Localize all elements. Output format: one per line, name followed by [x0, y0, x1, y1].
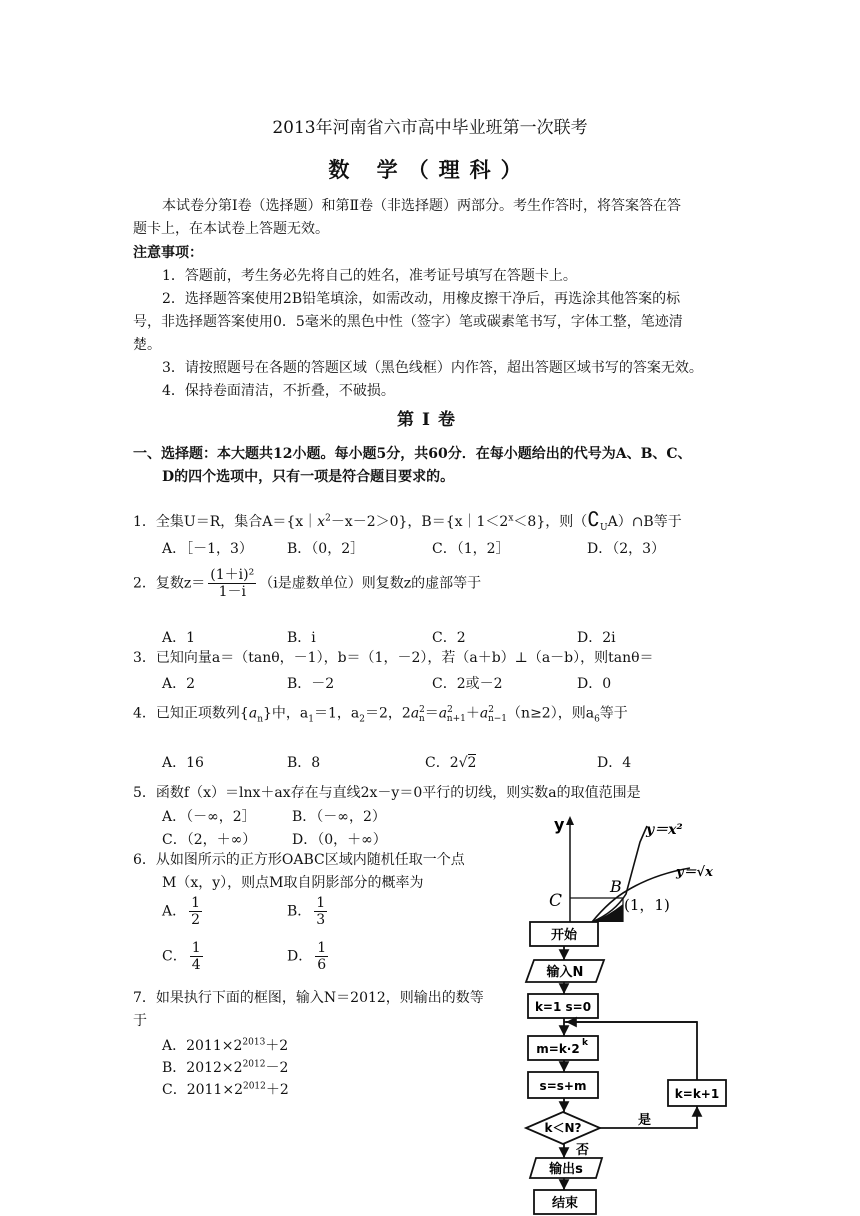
note-1: 1．答题前，考生务必先将自己的姓名，准考证号填写在答题卡上。	[162, 268, 577, 284]
section-title: 第Ⅰ卷	[397, 410, 463, 430]
init-label: k=1 s=0	[534, 1000, 592, 1014]
question-6-option-c: C． $\frac{1}{4}$	[162, 940, 201, 974]
compute-m-label: m=k·2	[536, 1042, 580, 1056]
question-2-fraction: $\frac{\text{(1＋i)²}}{1-i}$	[210, 567, 255, 601]
question-5-option-a: A．（－∞，2］	[162, 809, 256, 825]
input-label: 输入N	[546, 965, 584, 980]
question-1-option-d: D．（2，3）	[587, 541, 666, 557]
question-1-option-a: A．［－1，3）	[162, 541, 253, 557]
question-2-option-a: A．1	[162, 630, 196, 646]
subject-title: 数 学（理科）	[328, 157, 532, 182]
yes-label: 是	[638, 1113, 652, 1128]
output-label: 输出s	[549, 1162, 583, 1177]
note-2-line-2: 号，非选择题答案使用0．5毫米的黑色中性（签字）笔或碳素笔书写，字体工整，笔迹清	[133, 314, 683, 330]
question-6-figure	[540, 812, 740, 924]
question-2-stem: 2．复数z＝ $\frac{\text{(1＋i)²}}{1-i}$ （i是虚数单位）则复数z的虚部等于	[133, 567, 482, 601]
no-label: 否	[576, 1143, 590, 1158]
question-4-option-a: A．16	[162, 755, 204, 771]
point-b-label: B	[610, 877, 622, 896]
section-heading-line-1: 一、选择题：本大题共12小题。每小题5分，共60分．在每小题给出的代号为A、B、C、	[133, 446, 692, 462]
question-1-option-b: B．（0，2］	[287, 541, 365, 557]
question-7-flowchart	[520, 918, 740, 1216]
compute-s-label: s=s+m	[539, 1079, 587, 1093]
question-3-option-d: D．0	[577, 676, 612, 692]
increment-k-label: k=k+1	[674, 1087, 720, 1101]
start-label: 开始	[550, 928, 578, 943]
question-7-stem-line-2: 于	[133, 1013, 147, 1029]
question-3-option-c: C．2或－2	[432, 676, 503, 692]
question-3-option-a: A．2	[162, 676, 196, 692]
y-axis-arrow-icon	[566, 816, 574, 825]
note-2-line-1: 2．选择题答案使用2B铅笔填涂，如需改动，用橡皮擦干净后，再选涂其他答案的标	[162, 291, 681, 307]
question-6-option-d: D． $\frac{1}{6}$	[287, 940, 327, 974]
question-2-option-d: D．2i	[577, 630, 616, 646]
question-6-option-b: B． $\frac{1}{3}$	[287, 895, 326, 929]
sqrt-icon: √	[458, 755, 468, 771]
question-1-stem: 1．全集U＝R，集合$A=\{x|x^2-x-2>0\}$，$B=\{x|1<2^x<8\}$，则$(∁_UA)\cap B$等于	[133, 507, 682, 533]
question-7-option-c: C．$2011\times 2^{2012}+2$	[162, 1081, 289, 1098]
question-1-option-c: C．（1，2］	[432, 541, 510, 557]
section-heading-line-2: D的四个选项中，只有一项是符合题目要求的。	[162, 469, 455, 485]
curve-x-squared-label: y＝x²	[646, 822, 683, 838]
end-label: 结束	[551, 1196, 579, 1211]
intro-line-2: 题卡上，在本试卷上答题无效。	[133, 221, 329, 237]
point-coordinate-label: (1，1)	[624, 896, 670, 914]
question-7-option-b: B．$2012\times 2^{2012}-2$	[162, 1059, 289, 1076]
note-2-line-3: 楚。	[133, 337, 161, 353]
question-6-option-a: A． $\frac{1}{2}$	[162, 895, 201, 929]
question-2-option-b: B．i	[287, 630, 316, 646]
question-6-stem-line-2: M（x，y），则点M取自阴影部分的概率为	[162, 875, 424, 891]
question-5-option-b: B．（－∞，2）	[292, 809, 386, 825]
question-7-option-a: A．$2011\times 2^{2013}+2$	[162, 1037, 289, 1054]
question-3-stem: 3．已知向量a＝（tanθ，－1），b＝（1，－2），若（a＋b）⊥（a－b），则tanθ＝	[133, 650, 654, 666]
exam-title: 2013年河南省六市高中毕业班第一次联考	[272, 118, 588, 138]
condition-label: k＜N?	[544, 1121, 582, 1135]
compute-m-exponent: k	[582, 1038, 588, 1048]
y-axis-label: y	[554, 815, 565, 834]
question-3-option-b: B．－2	[287, 676, 335, 692]
note-4: 4．保持卷面清洁，不折叠，不破损。	[162, 383, 395, 399]
question-4-option-d: D．4	[597, 755, 632, 771]
question-4-option-c: C．2√2	[425, 755, 477, 771]
question-7-stem-line-1: 7．如果执行下面的框图，输入N＝2012，则输出的数等	[133, 990, 484, 1006]
question-2-option-c: C．2	[432, 630, 466, 646]
question-4-option-b: B．8	[287, 755, 321, 771]
note-3: 3．请按照题号在各题的答题区域（黑色线框）内作答，超出答题区域书写的答案无效。	[162, 360, 703, 376]
question-5-stem: 5．函数f（x）＝lnx＋ax存在与直线2x－y＝0平行的切线，则实数a的取值范围是	[133, 785, 641, 801]
complement-symbol: ∁	[587, 507, 600, 531]
question-6-stem-line-1: 6．从如图所示的正方形OABC区域内随机任取一个点	[133, 852, 465, 868]
notes-heading: 注意事项：	[133, 245, 203, 261]
intro-line-1: 本试卷分第Ⅰ卷（选择题）和第Ⅱ卷（非选择题）两部分。考生作答时，将答案答在答	[162, 198, 682, 214]
question-5-option-d: D．（0，＋∞）	[292, 832, 387, 848]
question-4-stem: 4．已知正项数列$\{a_n\}$中，$a_1=1$，$a_2=2$，$2a^2_n=a^2_{n+1}+a^2_{n-1}(n\ge 2)$，则$a_6$等于	[133, 705, 628, 725]
question-5-option-c: C．（2，＋∞）	[162, 832, 257, 848]
curve-sqrt-x-label: y＝√x	[676, 865, 713, 880]
point-c-label: C	[549, 891, 563, 911]
